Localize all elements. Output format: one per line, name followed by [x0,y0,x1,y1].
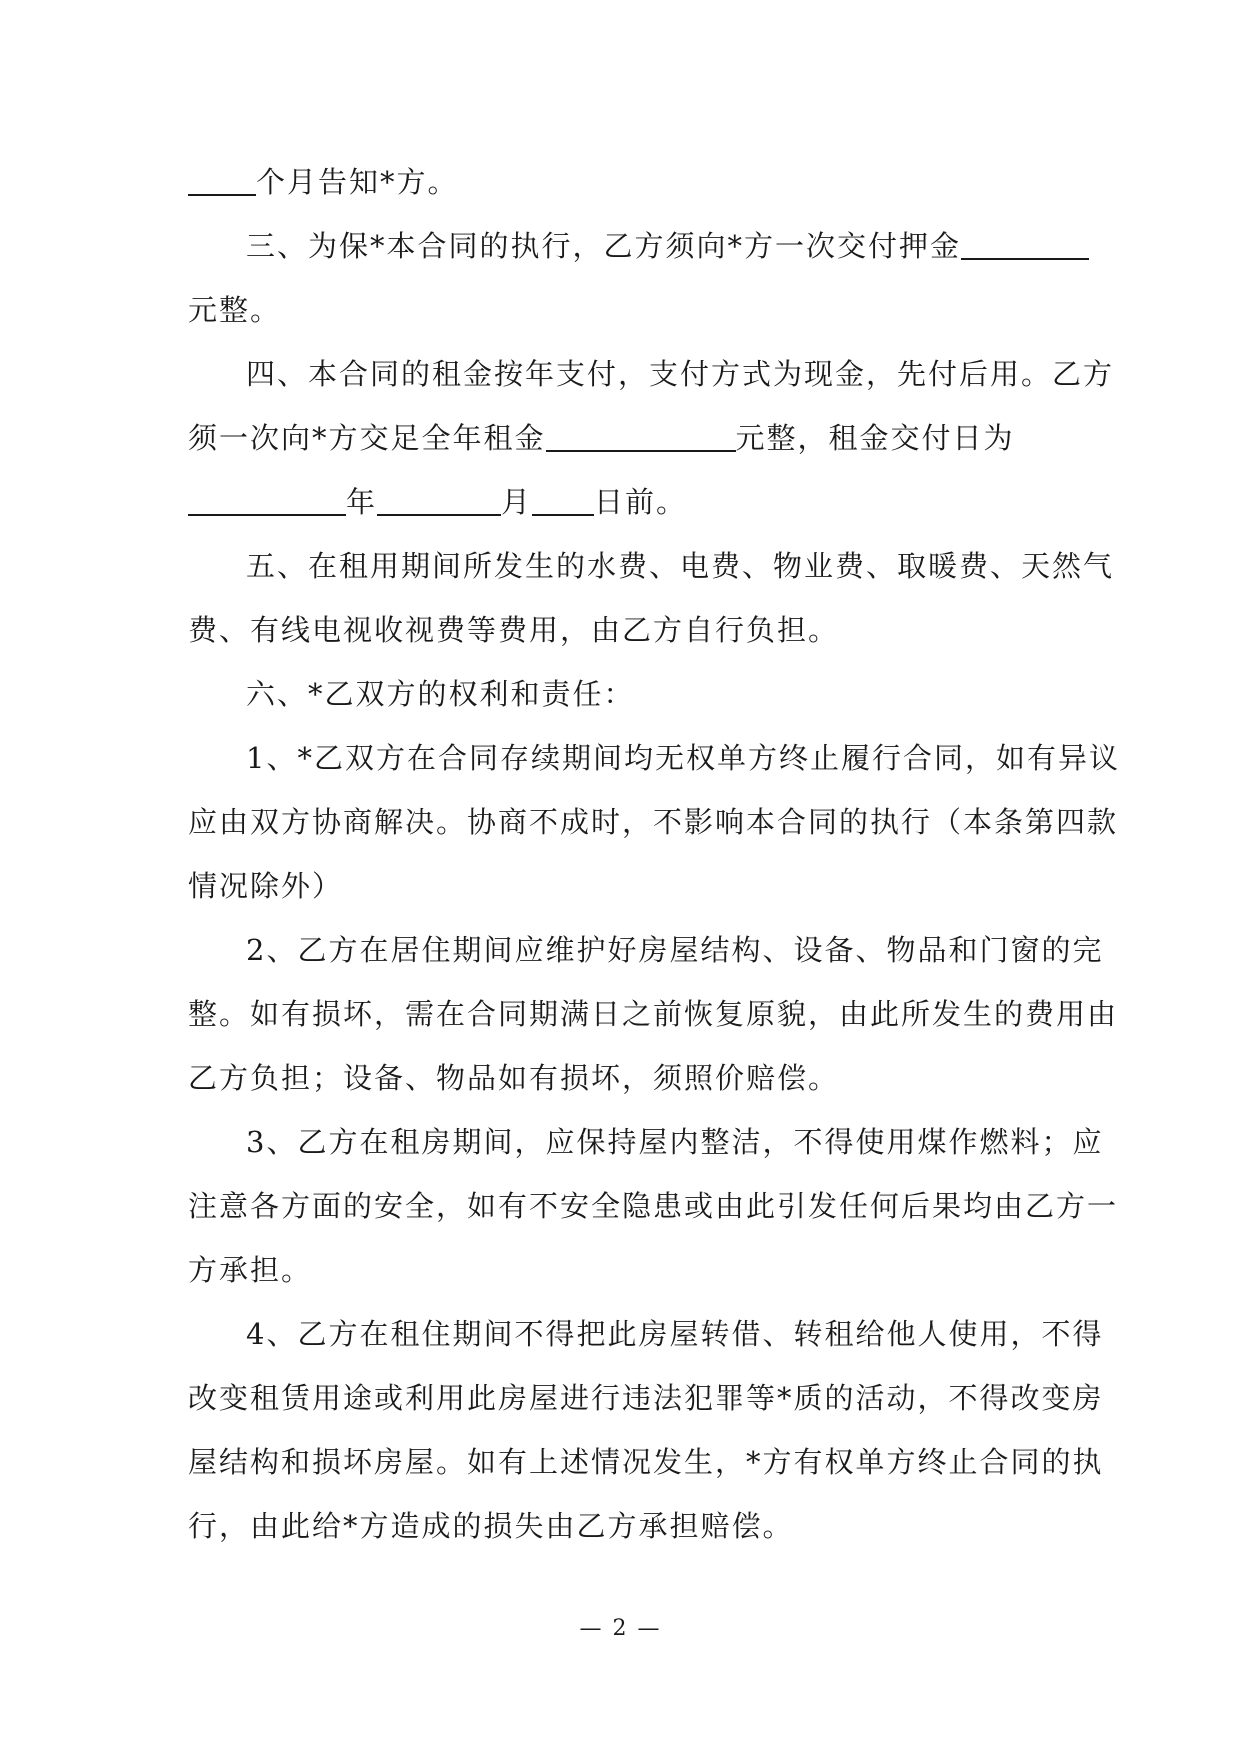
line-text: 整。如有损坏，需在合同期满日之前恢复原貌，由此所发生的费用由 [188,997,1119,1031]
text-line [188,1430,1104,1494]
line-text: 方承担。 [188,1253,313,1287]
line-text: 屋结构和损坏房屋。如有上述情况发生，*方有权单方终止合同的执 [188,1445,1104,1479]
text-line [188,470,1058,534]
line-text: 1、*乙双方在合同存续期间均无权单方终止履行合同，如有异议 [246,741,1120,775]
text-line [188,1046,1058,1110]
fill-blank-year [188,484,346,516]
line-text: 注意各方面的安全，如有不安全隐患或由此引发任何后果均由乙方一 [188,1189,1119,1223]
text-line [188,982,1119,1046]
line-text: 四、本合同的租金按年支付，支付方式为现金，先付后用。乙方 [246,357,1115,391]
text-line [188,406,1058,470]
line-text: 4、乙方在租住期间不得把此房屋转借、转租给他人使用，不得 [246,1317,1104,1351]
item-4 [188,1302,1104,1366]
text-line [188,1366,1104,1430]
clause-6-heading [188,662,1058,726]
line-text: 六、*乙双方的权利和责任： [246,677,635,711]
line-text: 应由双方协商解决。协商不成时，不影响本合同的执行（本条第四款 [188,805,1119,839]
fill-blank-deposit [961,228,1089,260]
text-line [188,854,1058,918]
page-number: — 2 — [579,1616,662,1641]
line-text: 乙方负担；设备、物品如有损坏，须照价赔偿。 [188,1061,840,1095]
item-1 [188,726,1120,790]
clause-4 [188,342,1115,406]
line-text: 2、乙方在居住期间应维护好房屋结构、设备、物品和门窗的完 [246,933,1104,967]
line-text: 3、乙方在租房期间，应保持屋内整洁，不得使用煤作燃料；应 [246,1125,1104,1159]
item-2 [188,918,1104,982]
line-text: 行，由此给*方造成的损失由乙方承担赔偿。 [188,1509,794,1543]
line-text: 情况除外） [188,869,344,903]
fill-blank-day [532,484,594,516]
text-line [188,278,1058,342]
fill-blank [188,164,256,196]
line-text: 个月告知*方。 [256,165,459,199]
item-3 [188,1110,1104,1174]
text-line [188,150,1058,214]
line-text: 改变租赁用途或利用此房屋进行违法犯罪等*质的活动，不得改变房 [188,1381,1104,1415]
line-text: 三、为保*本合同的执行，乙方须向*方一次交付押金 [246,229,962,263]
clause-5 [188,534,1115,598]
line-text: 月 [501,485,533,519]
fill-blank-rent [546,420,736,452]
line-text: 元整。 [188,293,282,327]
text-line [188,1494,1058,1558]
text-line [188,790,1119,854]
text-line [188,1174,1119,1238]
document-body [188,150,1120,1558]
line-text: 五、在租用期间所发生的水费、电费、物业费、取暖费、天然气 [246,549,1115,583]
line-text: 元整，租金交付日为 [735,421,1015,455]
fill-blank-month [377,484,501,516]
line-text: 日前。 [594,485,688,519]
line-text: 费、有线电视收视费等费用，由乙方自行负担。 [188,613,840,647]
line-text: 年 [346,485,378,519]
clause-3 [188,214,1058,278]
line-text: 须一次向*方交足全年租金 [188,421,546,455]
text-line [188,598,1058,662]
text-line [188,1238,1058,1302]
